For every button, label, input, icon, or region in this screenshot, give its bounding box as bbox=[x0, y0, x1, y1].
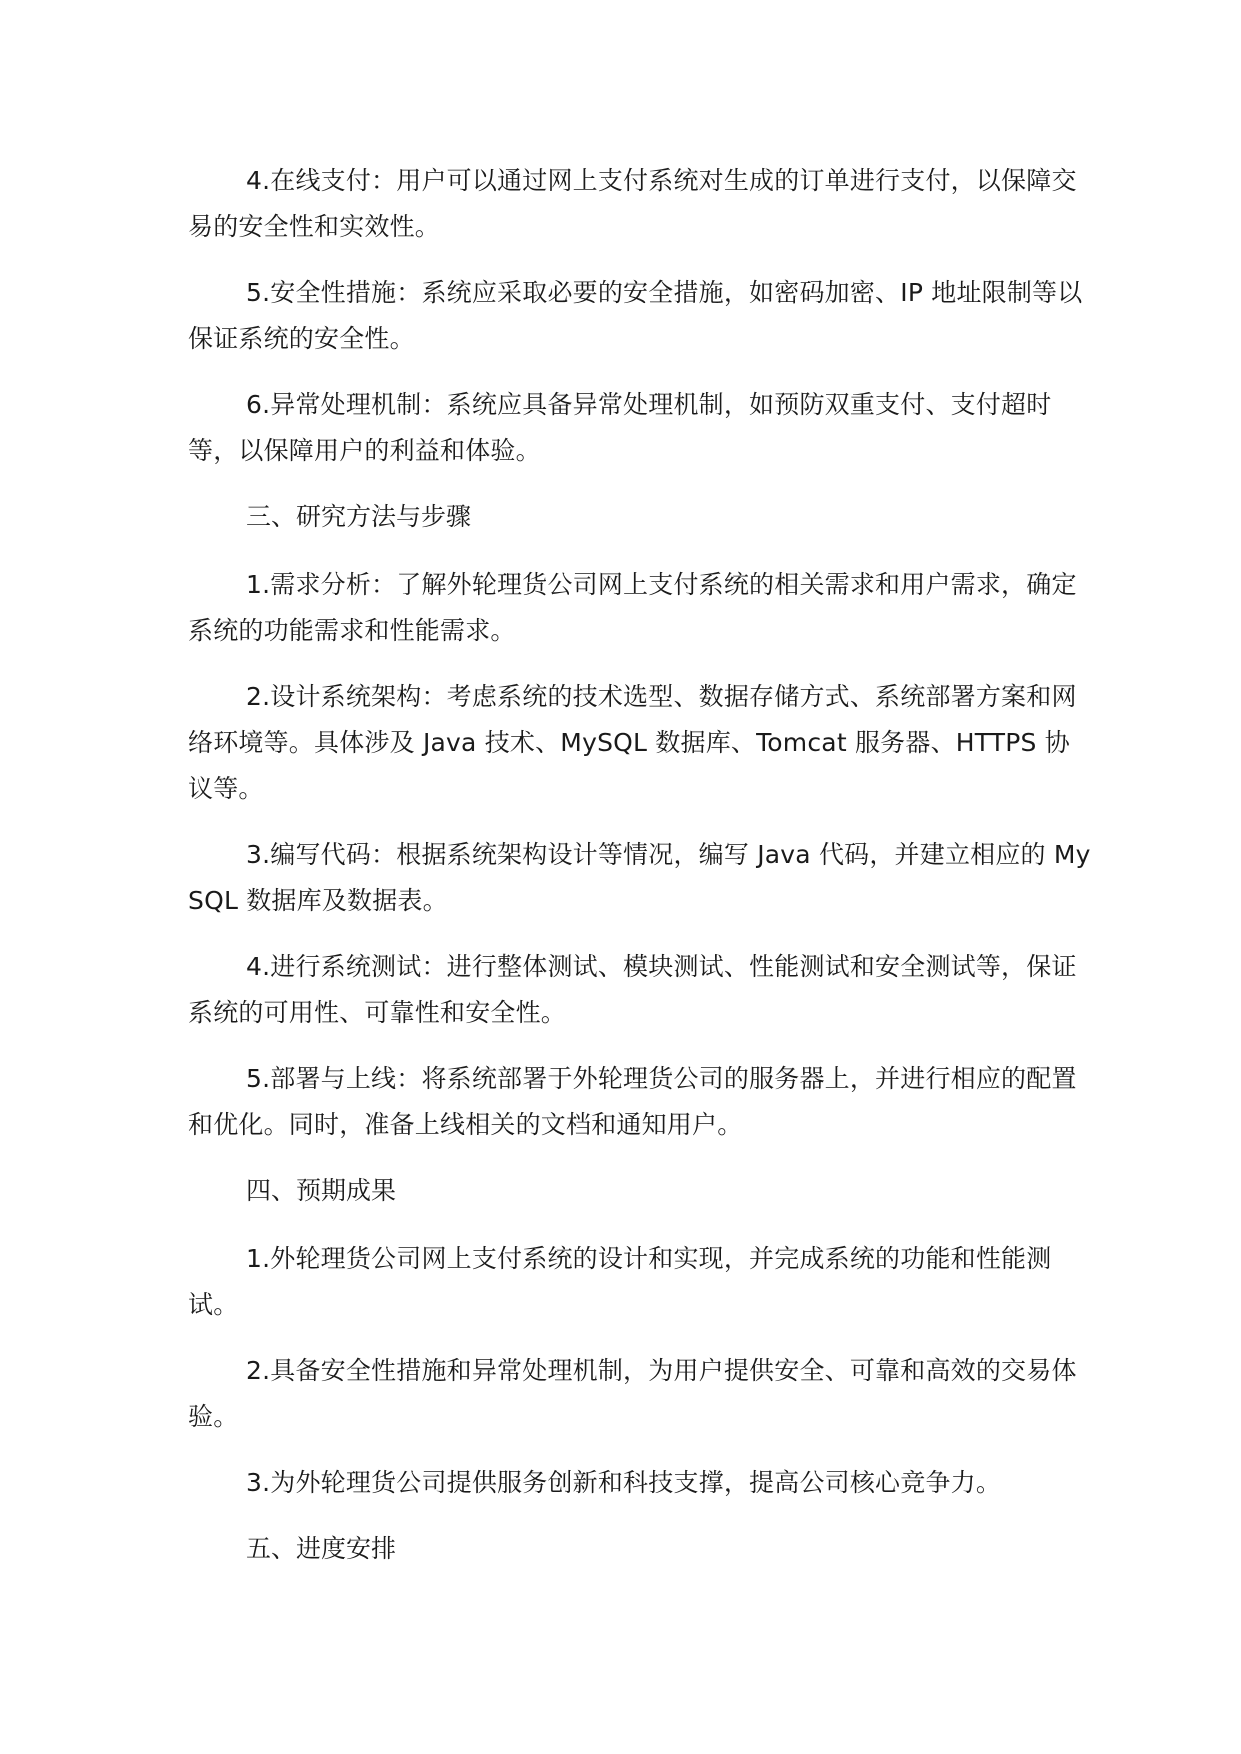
section-heading-schedule: 五、进度安排 bbox=[246, 1534, 397, 1563]
paragraph-requirements-analysis: 1.需求分析：了解外轮理货公司网上支付系统的相关需求和用户需求，确定系统的功能需求和性能需求。 bbox=[188, 570, 1077, 645]
paragraph-result-implementation: 1.外轮理货公司网上支付系统的设计和实现，并完成系统的功能和性能测试。 bbox=[188, 1244, 1052, 1319]
document-body bbox=[188, 158, 1093, 1594]
paragraph-online-payment: 4.在线支付：用户可以通过网上支付系统对生成的订单进行支付，以保障交易的安全性和实效性。 bbox=[188, 166, 1077, 241]
paragraph-system-testing: 4.进行系统测试：进行整体测试、模块测试、性能测试和安全测试等，保证系统的可用性、可靠性和安全性。 bbox=[188, 952, 1077, 1027]
section-heading-expected-results: 四、预期成果 bbox=[246, 1176, 397, 1205]
paragraph-deployment: 5.部署与上线：将系统部署于外轮理货公司的服务器上，并进行相应的配置和优化。同时，准备上线相关的文档和通知用户。 bbox=[188, 1064, 1077, 1139]
paragraph-security-measures: 5.安全性措施：系统应采取必要的安全措施，如密码加密、IP 地址限制等以保证系统的安全性。 bbox=[188, 278, 1083, 353]
paragraph-system-architecture: 2.设计系统架构：考虑系统的技术选型、数据存储方式、系统部署方案和网络环境等。具体涉及 Java 技术、MySQL 数据库、Tomcat 服务器、HTTPS 协议等。 bbox=[188, 682, 1077, 803]
paragraph-result-security: 2.具备安全性措施和异常处理机制，为用户提供安全、可靠和高效的交易体验。 bbox=[188, 1356, 1077, 1431]
section-heading-methods: 三、研究方法与步骤 bbox=[246, 502, 472, 531]
paragraph-write-code: 3.编写代码：根据系统架构设计等情况，编写 Java 代码，并建立相应的 MySQL 数据库及数据表。 bbox=[188, 840, 1091, 915]
paragraph-result-innovation: 3.为外轮理货公司提供服务创新和科技支撑，提高公司核心竞争力。 bbox=[246, 1468, 1002, 1497]
paragraph-exception-handling: 6.异常处理机制：系统应具备异常处理机制，如预防双重支付、支付超时等，以保障用户的利益和体验。 bbox=[188, 390, 1052, 465]
